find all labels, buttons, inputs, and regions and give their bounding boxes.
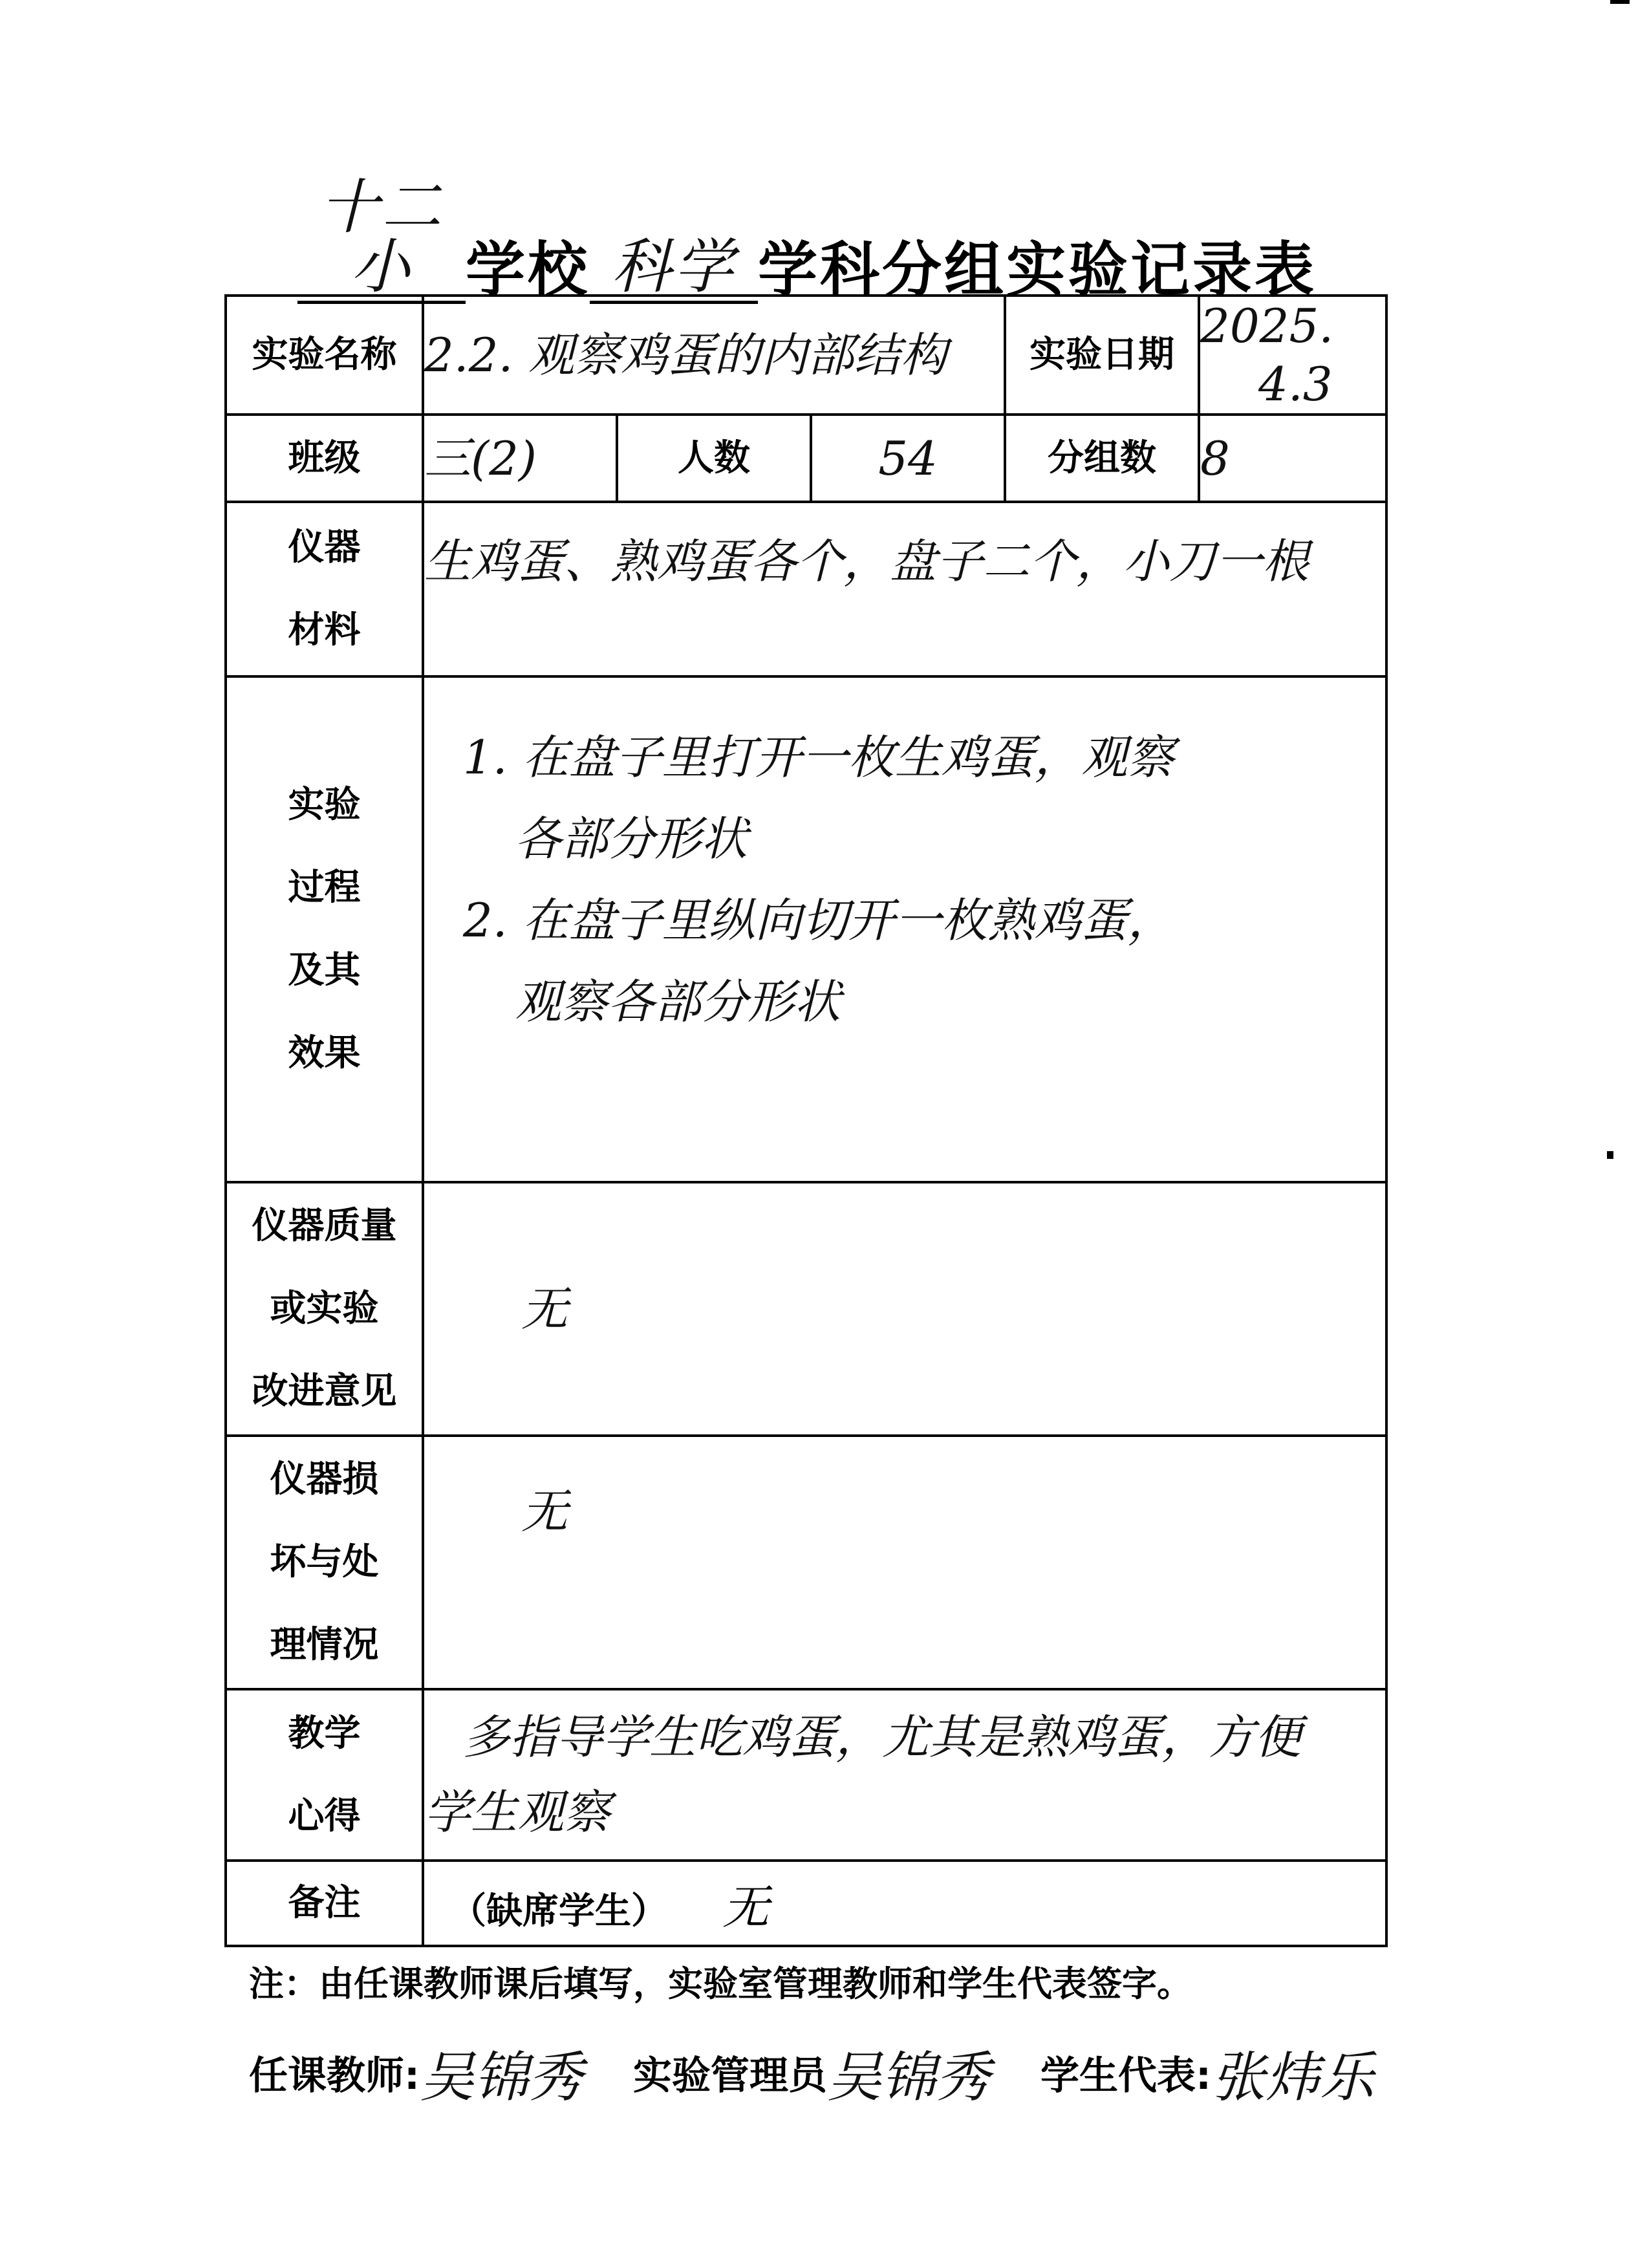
process-step-2: 2. 在盘子里纵向切开一枚熟鸡蛋，	[463, 893, 1174, 947]
label-process: 实验 过程 及其 效果	[226, 676, 423, 1182]
admin-label: 实验管理员	[633, 2053, 827, 2099]
label-num-people: 人数	[617, 415, 811, 502]
label-absent-students: （缺席学生）	[450, 1890, 667, 1932]
label-quality: 仪器质量 或实验 改进意见	[226, 1182, 423, 1436]
value-experiment-date	[1199, 296, 1386, 415]
row-quality	[226, 1182, 1386, 1436]
student-rep-label: 学生代表:	[1040, 2053, 1211, 2099]
value-experiment-name: 2.2. 观察鸡蛋的内部结构	[423, 296, 1005, 415]
footnote: 注：由任课教师课后填写，实验室管理教师和学生代表签字。	[249, 1963, 1192, 2004]
student-rep-signature: 张炜乐	[1211, 2045, 1375, 2109]
value-num-groups: 8	[1199, 415, 1386, 502]
title-suffix: 学科分组实验记录表	[758, 235, 1317, 305]
scan-speck	[1607, 1151, 1613, 1159]
value-remarks	[423, 1861, 1386, 1946]
row-damage	[226, 1436, 1386, 1689]
value-reflection	[423, 1689, 1386, 1861]
date-year: 2025.	[1200, 299, 1334, 353]
row-instruments	[226, 502, 1386, 676]
title-school-suffix: 学校	[466, 235, 590, 305]
value-absent-students: 无	[722, 1880, 770, 1934]
row-class-info	[226, 415, 1386, 502]
value-instruments: 生鸡蛋、熟鸡蛋各个，盘子二个，小刀一根	[423, 502, 1386, 676]
admin-signature: 吴锦秀	[827, 2045, 991, 2109]
label-reflection: 教学 心得	[226, 1689, 423, 1861]
row-experiment-name	[226, 296, 1386, 415]
label-experiment-date: 实验日期	[1005, 296, 1199, 415]
label-damage: 仪器损 坏与处 理情况	[226, 1436, 423, 1689]
label-experiment-name: 实验名称	[226, 296, 423, 415]
label-num-groups: 分组数	[1005, 415, 1199, 502]
teacher-label: 任课教师:	[249, 2053, 420, 2099]
row-reflection	[226, 1689, 1386, 1861]
school-name-handwritten: 十二小	[297, 178, 466, 304]
process-step-1-cont: 各部分形状	[515, 812, 748, 866]
experiment-record-table	[224, 294, 1388, 1947]
process-step-2-cont: 观察各部分形状	[515, 975, 841, 1029]
value-process	[423, 676, 1386, 1182]
reflection-line-1: 多指导学生吃鸡蛋，尤其是熟鸡蛋，方便	[463, 1710, 1302, 1765]
date-month-day: 4.3	[1258, 357, 1333, 411]
label-class: 班级	[226, 415, 423, 502]
label-instruments: 仪器 材料	[226, 502, 423, 676]
row-process	[226, 676, 1386, 1182]
form-title	[297, 173, 1397, 305]
teacher-signature: 吴锦秀	[420, 2045, 583, 2109]
value-damage: 无	[423, 1436, 1386, 1689]
subject-name-handwritten: 科学	[590, 237, 758, 304]
label-remarks: 备注	[226, 1861, 423, 1946]
row-remarks	[226, 1861, 1386, 1946]
process-step-1: 1. 在盘子里打开一枚生鸡蛋，观察	[463, 730, 1174, 784]
value-quality: 无	[423, 1182, 1386, 1436]
value-class: 三(2)	[423, 415, 617, 502]
scan-edge-mark	[1610, 0, 1630, 4]
reflection-line-2: 学生观察	[424, 1784, 611, 1839]
signature-row	[249, 2031, 1381, 2115]
value-num-people: 54	[811, 415, 1005, 502]
